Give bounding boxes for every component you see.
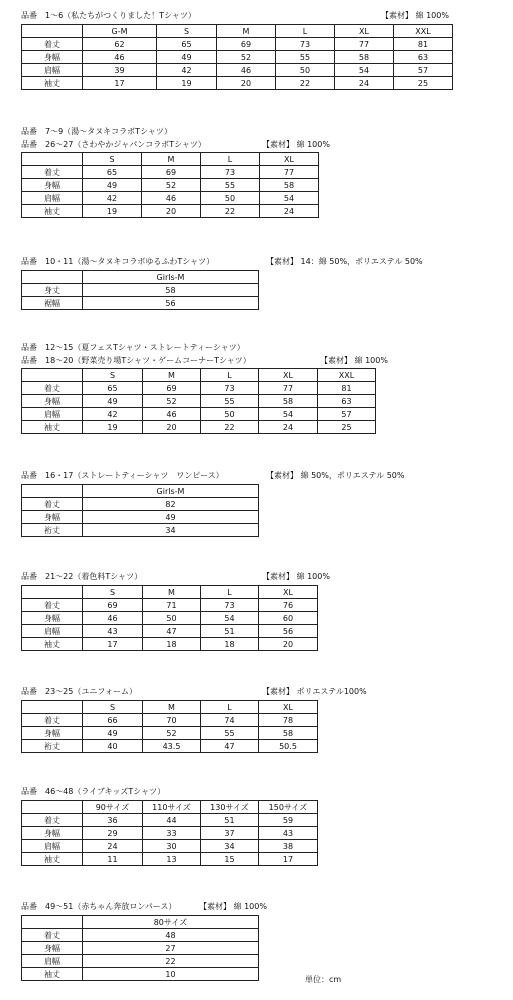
size-header-cell: XL <box>260 153 319 166</box>
measurement-label: 身幅 <box>22 395 83 408</box>
value-cell: 73 <box>201 382 259 395</box>
product-title: 品番 7～9（湯～タヌキコラボTシャツ） <box>21 127 172 136</box>
measurement-label: 袖丈 <box>22 421 83 434</box>
value-cell: 65 <box>83 382 143 395</box>
measurement-label: 身幅 <box>22 942 83 955</box>
value-cell: 25 <box>318 421 376 434</box>
table-row <box>22 205 319 218</box>
corner-cell <box>22 801 83 814</box>
value-cell: 43 <box>83 625 143 638</box>
table-row <box>22 968 259 981</box>
value-cell: 36 <box>83 814 143 827</box>
value-cell: 58 <box>335 51 394 64</box>
size-header-cell: L <box>201 153 260 166</box>
measurement-label: 袖丈 <box>22 853 83 866</box>
value-cell: 70 <box>143 714 201 727</box>
measurement-label: 着丈 <box>22 929 83 942</box>
value-cell: 58 <box>259 395 318 408</box>
value-cell: 46 <box>143 408 201 421</box>
value-cell: 22 <box>201 421 259 434</box>
unit-note: 単位：cm <box>305 975 342 984</box>
value-cell: 69 <box>83 599 143 612</box>
size-header-cell: M <box>142 153 201 166</box>
size-header-cell: 130サイズ <box>201 801 259 814</box>
measurement-label: 着丈 <box>22 166 83 179</box>
value-cell: 81 <box>394 38 453 51</box>
size-header-cell: XXL <box>318 369 376 382</box>
value-cell: 77 <box>260 166 319 179</box>
value-cell: 24 <box>335 77 394 90</box>
measurement-label: 袖丈 <box>22 77 83 90</box>
size-header-cell: G-M <box>83 25 157 38</box>
material-note: 【素材】 綿 100% <box>381 11 449 20</box>
value-cell: 77 <box>335 38 394 51</box>
value-cell: 20 <box>143 421 201 434</box>
corner-cell <box>22 916 83 929</box>
table-row <box>22 929 259 942</box>
measurement-label: 身幅 <box>22 179 83 192</box>
table-row <box>22 64 453 77</box>
corner-cell <box>22 485 83 498</box>
table-row <box>22 395 376 408</box>
value-cell: 43.5 <box>143 740 201 753</box>
measurement-label: 身幅 <box>22 612 83 625</box>
measurement-label: 肩幅 <box>22 625 83 638</box>
value-cell: 55 <box>276 51 335 64</box>
measurement-label: 裾幅 <box>22 297 83 310</box>
size-header-cell: S <box>83 369 143 382</box>
table-row <box>22 408 376 421</box>
material-note: 【素材】 綿 100% <box>199 902 267 911</box>
value-cell: 73 <box>201 166 260 179</box>
table-row <box>22 192 319 205</box>
value-cell: 69 <box>143 382 201 395</box>
measurement-label: 肩幅 <box>22 408 83 421</box>
size-header-cell: XL <box>259 369 318 382</box>
value-cell: 51 <box>201 814 259 827</box>
value-cell: 71 <box>143 599 201 612</box>
measurement-label: 着丈 <box>22 814 83 827</box>
value-cell: 47 <box>201 740 259 753</box>
value-cell: 55 <box>201 179 260 192</box>
value-cell: 56 <box>83 297 259 310</box>
size-table <box>21 700 318 753</box>
value-cell: 82 <box>83 498 259 511</box>
size-table <box>21 24 453 90</box>
table-row <box>22 179 319 192</box>
value-cell: 30 <box>143 840 201 853</box>
header-row <box>22 916 259 929</box>
size-header-cell: L <box>201 701 259 714</box>
size-header-cell: Girls-M <box>83 485 259 498</box>
measurement-label: 身幅 <box>22 727 83 740</box>
value-cell: 54 <box>335 64 394 77</box>
header-row <box>22 485 259 498</box>
value-cell: 22 <box>83 955 259 968</box>
measurement-label: 身丈 <box>22 284 83 297</box>
value-cell: 42 <box>83 192 142 205</box>
value-cell: 57 <box>318 408 376 421</box>
material-note: 【素材】 綿 50%，ポリエステル 50% <box>266 471 405 480</box>
value-cell: 18 <box>201 638 259 651</box>
table-row <box>22 77 453 90</box>
size-header-cell: XL <box>259 701 318 714</box>
size-header-cell: S <box>83 586 143 599</box>
value-cell: 46 <box>217 64 276 77</box>
value-cell: 42 <box>83 408 143 421</box>
size-header-cell: M <box>143 586 201 599</box>
value-cell: 47 <box>143 625 201 638</box>
header-row <box>22 801 318 814</box>
size-header-cell: M <box>217 25 276 38</box>
value-cell: 25 <box>394 77 453 90</box>
value-cell: 50 <box>201 408 259 421</box>
value-cell: 78 <box>259 714 318 727</box>
value-cell: 24 <box>83 840 143 853</box>
value-cell: 63 <box>318 395 376 408</box>
value-cell: 17 <box>83 77 157 90</box>
table-row <box>22 942 259 955</box>
value-cell: 58 <box>260 179 319 192</box>
value-cell: 51 <box>201 625 259 638</box>
table-row <box>22 814 318 827</box>
value-cell: 57 <box>394 64 453 77</box>
value-cell: 65 <box>83 166 142 179</box>
value-cell: 19 <box>83 421 143 434</box>
value-cell: 37 <box>201 827 259 840</box>
value-cell: 29 <box>83 827 143 840</box>
value-cell: 22 <box>201 205 260 218</box>
size-header-cell: M <box>143 701 201 714</box>
size-header-cell: XL <box>335 25 394 38</box>
measurement-label: 袖丈 <box>22 968 83 981</box>
corner-cell <box>22 153 83 166</box>
size-header-cell: L <box>201 369 259 382</box>
product-title: 品番 10・11（湯～タヌキコラボゆるふわTシャツ） <box>21 257 215 266</box>
value-cell: 13 <box>143 853 201 866</box>
value-cell: 33 <box>143 827 201 840</box>
size-header-cell: S <box>83 701 143 714</box>
size-header-cell: Girls-M <box>83 271 259 284</box>
size-header-cell: L <box>201 586 259 599</box>
table-row <box>22 524 259 537</box>
header-row <box>22 25 453 38</box>
value-cell: 46 <box>142 192 201 205</box>
measurement-label: 着丈 <box>22 498 83 511</box>
material-note: 【素材】 14：綿 50%，ポリエステル 50% <box>266 257 423 266</box>
corner-cell <box>22 369 83 382</box>
product-title: 品番 21～22（着色料Tシャツ） <box>21 572 143 581</box>
value-cell: 20 <box>142 205 201 218</box>
value-cell: 11 <box>83 853 143 866</box>
size-header-cell: 80サイズ <box>83 916 259 929</box>
value-cell: 49 <box>83 727 143 740</box>
value-cell: 46 <box>83 612 143 625</box>
corner-cell <box>22 586 83 599</box>
material-note: 【素材】 ポリエステル100% <box>262 687 367 696</box>
measurement-label: 身幅 <box>22 827 83 840</box>
value-cell: 62 <box>83 38 157 51</box>
value-cell: 58 <box>83 284 259 297</box>
value-cell: 38 <box>259 840 318 853</box>
measurement-label: 身幅 <box>22 511 83 524</box>
product-title: 品番 16・17（ストレートティーシャツ ワンピース） <box>21 471 224 480</box>
value-cell: 59 <box>259 814 318 827</box>
value-cell: 50.5 <box>259 740 318 753</box>
value-cell: 66 <box>83 714 143 727</box>
table-row <box>22 853 318 866</box>
measurement-label: 肩幅 <box>22 64 83 77</box>
value-cell: 43 <box>259 827 318 840</box>
value-cell: 73 <box>276 38 335 51</box>
corner-cell <box>22 271 83 284</box>
size-table <box>21 915 259 981</box>
size-header-cell: XXL <box>394 25 453 38</box>
table-row <box>22 166 319 179</box>
table-row <box>22 638 318 651</box>
table-row <box>22 955 259 968</box>
value-cell: 65 <box>157 38 217 51</box>
value-cell: 69 <box>142 166 201 179</box>
table-row <box>22 612 318 625</box>
product-title: 品番 23～25（ユニフォーム） <box>21 687 137 696</box>
value-cell: 56 <box>259 625 318 638</box>
value-cell: 24 <box>260 205 319 218</box>
value-cell: 50 <box>143 612 201 625</box>
value-cell: 20 <box>259 638 318 651</box>
size-header-cell: 150サイズ <box>259 801 318 814</box>
value-cell: 19 <box>83 205 142 218</box>
header-row <box>22 153 319 166</box>
value-cell: 74 <box>201 714 259 727</box>
value-cell: 15 <box>201 853 259 866</box>
value-cell: 52 <box>143 395 201 408</box>
table-row <box>22 727 318 740</box>
value-cell: 54 <box>260 192 319 205</box>
measurement-label: 肩幅 <box>22 955 83 968</box>
value-cell: 49 <box>83 395 143 408</box>
size-table <box>21 800 318 866</box>
value-cell: 20 <box>217 77 276 90</box>
value-cell: 60 <box>259 612 318 625</box>
table-row <box>22 38 453 51</box>
table-row <box>22 511 259 524</box>
table-row <box>22 421 376 434</box>
value-cell: 54 <box>201 612 259 625</box>
value-cell: 24 <box>259 421 318 434</box>
value-cell: 10 <box>83 968 259 981</box>
header-row <box>22 369 376 382</box>
measurement-label: 袖丈 <box>22 638 83 651</box>
value-cell: 73 <box>201 599 259 612</box>
size-table <box>21 270 259 310</box>
size-header-cell: 110サイズ <box>143 801 201 814</box>
value-cell: 58 <box>259 727 318 740</box>
table-row <box>22 827 318 840</box>
value-cell: 81 <box>318 382 376 395</box>
value-cell: 76 <box>259 599 318 612</box>
table-row <box>22 51 453 64</box>
measurement-label: 着丈 <box>22 38 83 51</box>
value-cell: 63 <box>394 51 453 64</box>
size-header-cell: L <box>276 25 335 38</box>
corner-cell <box>22 701 83 714</box>
size-table <box>21 484 259 537</box>
header-row <box>22 271 259 284</box>
product-title: 品番 26～27（さわやかジャパンコラボTシャツ） <box>21 140 206 149</box>
value-cell: 49 <box>83 511 259 524</box>
table-row <box>22 625 318 638</box>
value-cell: 48 <box>83 929 259 942</box>
value-cell: 52 <box>143 727 201 740</box>
value-cell: 52 <box>217 51 276 64</box>
product-title: 品番 49～51（赤ちゃん奔放ロンパース） <box>21 902 177 911</box>
table-row <box>22 840 318 853</box>
table-row <box>22 740 318 753</box>
value-cell: 54 <box>259 408 318 421</box>
size-header-cell: 90サイズ <box>83 801 143 814</box>
value-cell: 34 <box>201 840 259 853</box>
measurement-label: 身幅 <box>22 51 83 64</box>
value-cell: 17 <box>83 638 143 651</box>
table-row <box>22 297 259 310</box>
size-table <box>21 368 376 434</box>
value-cell: 18 <box>143 638 201 651</box>
value-cell: 34 <box>83 524 259 537</box>
value-cell: 44 <box>143 814 201 827</box>
measurement-label: 着丈 <box>22 599 83 612</box>
size-table <box>21 585 318 651</box>
measurement-label: 裄丈 <box>22 524 83 537</box>
value-cell: 50 <box>201 192 260 205</box>
value-cell: 52 <box>142 179 201 192</box>
value-cell: 55 <box>201 395 259 408</box>
value-cell: 39 <box>83 64 157 77</box>
value-cell: 27 <box>83 942 259 955</box>
corner-cell <box>22 25 83 38</box>
material-note: 【素材】 綿 100% <box>262 572 330 581</box>
measurement-label: 着丈 <box>22 714 83 727</box>
table-row <box>22 284 259 297</box>
size-table <box>21 152 319 218</box>
material-note: 【素材】 綿 100% <box>262 140 330 149</box>
value-cell: 22 <box>276 77 335 90</box>
value-cell: 42 <box>157 64 217 77</box>
value-cell: 49 <box>83 179 142 192</box>
measurement-label: 着丈 <box>22 382 83 395</box>
size-header-cell: S <box>157 25 217 38</box>
value-cell: 55 <box>201 727 259 740</box>
size-header-cell: M <box>143 369 201 382</box>
product-title: 品番 46～48（ライブキッズTシャツ） <box>21 787 166 796</box>
table-row <box>22 599 318 612</box>
table-row <box>22 714 318 727</box>
size-header-cell: S <box>83 153 142 166</box>
measurement-label: 袖丈 <box>22 205 83 218</box>
product-title: 品番 18～20（野菜売り場Tシャツ・ゲームコーナーTシャツ） <box>21 356 251 365</box>
size-header-cell: XL <box>259 586 318 599</box>
value-cell: 17 <box>259 853 318 866</box>
header-row <box>22 586 318 599</box>
product-title: 品番 12～15（夏フェスTシャツ・ストレートティーシャツ） <box>21 343 245 352</box>
measurement-label: 肩幅 <box>22 192 83 205</box>
value-cell: 69 <box>217 38 276 51</box>
value-cell: 40 <box>83 740 143 753</box>
value-cell: 46 <box>83 51 157 64</box>
value-cell: 49 <box>157 51 217 64</box>
table-row <box>22 498 259 511</box>
measurement-label: 肩幅 <box>22 840 83 853</box>
header-row <box>22 701 318 714</box>
value-cell: 77 <box>259 382 318 395</box>
measurement-label: 裄丈 <box>22 740 83 753</box>
material-note: 【素材】 綿 100% <box>320 356 388 365</box>
value-cell: 50 <box>276 64 335 77</box>
table-row <box>22 382 376 395</box>
value-cell: 19 <box>157 77 217 90</box>
product-title: 品番 1～6（私たちがつくりました！Tシャツ） <box>21 11 196 20</box>
